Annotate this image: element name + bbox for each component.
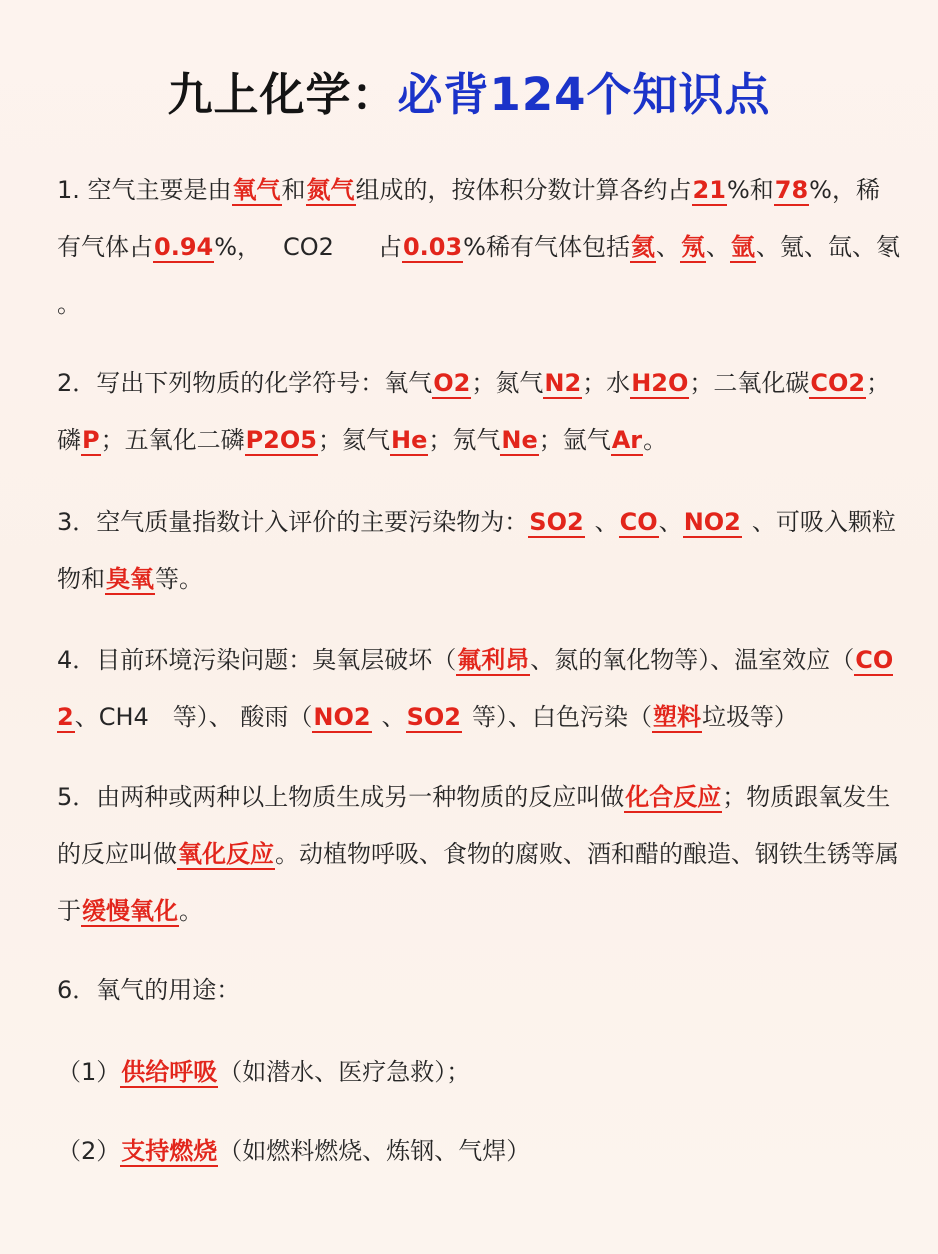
text: 、	[705, 233, 730, 261]
answer-blank: 臭氧	[106, 565, 154, 593]
text: %，	[214, 233, 262, 261]
answer-blank: 0.94	[154, 233, 214, 261]
answer-blank: CO	[619, 508, 658, 536]
knowledge-item-6	[57, 962, 902, 1019]
answer-blank: 缓慢氧化	[82, 897, 178, 925]
text: 。	[179, 897, 203, 925]
text: ；氮气	[471, 369, 544, 397]
answer-blank: 支持燃烧	[121, 1137, 218, 1165]
text: 垃圾等）	[701, 703, 798, 731]
text: 、	[655, 233, 680, 261]
answer-blank: SO2	[529, 508, 584, 536]
text: 4．目前环境污染问题：臭氧层破坏（	[57, 646, 457, 674]
text: %稀有气体包括	[463, 233, 630, 261]
text: 占	[377, 233, 402, 261]
answer-blank: 21	[692, 176, 726, 204]
text: 和	[281, 176, 306, 204]
answer-blank: 塑料	[652, 703, 701, 731]
answer-blank: P	[82, 426, 100, 454]
oxygen-use-2	[57, 1123, 902, 1180]
title-highlight: 必背124个知识点	[397, 68, 771, 121]
text: ；氩气	[538, 426, 611, 454]
text: ；磷	[57, 369, 891, 454]
answer-blank: NO2	[683, 508, 741, 536]
answer-blank: 氩	[730, 233, 755, 261]
answer-blank: CO2	[810, 369, 866, 397]
text: 3．空气质量指数计入评价的主要污染物为：	[57, 508, 529, 536]
text: ；五氧化二磷	[100, 426, 245, 454]
text: ；物质跟氧发生的反应叫做	[57, 783, 891, 868]
text: （如潜水、医疗急救）；	[218, 1058, 471, 1086]
answer-blank: 化合反应	[625, 783, 722, 811]
page-title	[0, 58, 938, 123]
answer-blank: NO2	[313, 703, 371, 731]
answer-blank: He	[390, 426, 428, 454]
knowledge-item-5	[57, 769, 902, 940]
title-prefix: 九上化学：	[167, 68, 398, 121]
answer-blank: 氖	[680, 233, 705, 261]
text: 、CH4 等）、 酸雨（	[74, 703, 313, 731]
text: ；氦气	[317, 426, 390, 454]
text: 1. 空气主要是由	[57, 176, 232, 204]
knowledge-item-3	[57, 494, 902, 608]
answer-blank: N2	[544, 369, 582, 397]
text: 、氪、氙、氡	[755, 233, 900, 261]
text: 。动植物呼吸、食物的腐败、酒和醋的酿造、钢铁生锈等属于	[57, 840, 899, 925]
answer-blank: 供给呼吸	[121, 1058, 218, 1086]
answer-blank: SO2	[406, 703, 461, 731]
text: %和	[726, 176, 774, 204]
text: 6．氧气的用途：	[57, 976, 241, 1004]
text: %，稀有气体占	[57, 176, 880, 261]
answer-blank: 氟利昂	[457, 646, 530, 674]
answer-blank: 78	[774, 176, 809, 204]
answer-blank: P2O5	[245, 426, 317, 454]
text: 、	[658, 508, 683, 536]
text: ；氖气	[428, 426, 501, 454]
text: 2．写出下列物质的化学符号：氧气	[57, 369, 433, 397]
knowledge-item-2	[57, 355, 902, 469]
text: （1）	[57, 1058, 121, 1086]
text: 。	[57, 290, 81, 318]
text: ；二氧化碳	[689, 369, 810, 397]
text: 等）、白色污染（	[471, 703, 652, 731]
oxygen-use-1	[57, 1044, 902, 1101]
knowledge-item-1	[57, 162, 902, 333]
answer-blank: Ne	[501, 426, 538, 454]
text: CO2	[283, 233, 334, 261]
answer-blank: 氦	[630, 233, 655, 261]
text: （如燃料燃烧、炼钢、气焊）	[218, 1137, 531, 1165]
text: 。	[643, 426, 668, 454]
answer-blank: 氧气	[232, 176, 281, 204]
answer-blank: CO2	[57, 646, 894, 731]
answer-blank: 氧化反应	[178, 840, 274, 868]
text: 等。	[155, 565, 203, 593]
text: 、可吸入颗粒物和	[57, 508, 896, 593]
text: （2）	[57, 1137, 121, 1165]
text: 、	[381, 703, 406, 731]
text: ；水	[582, 369, 631, 397]
answer-blank: 0.03	[402, 233, 463, 261]
answer-blank: O2	[433, 369, 471, 397]
text: 、	[594, 508, 619, 536]
text: 、氮的氧化物等）、温室效应（	[530, 646, 855, 674]
answer-blank: Ar	[611, 426, 643, 454]
text: 组成的，按体积分数计算各约占	[355, 176, 692, 204]
text: 5．由两种或两种以上物质生成另一种物质的反应叫做	[57, 783, 625, 811]
knowledge-item-4	[57, 632, 902, 746]
answer-blank: H2O	[631, 369, 689, 397]
answer-blank: 氮气	[306, 176, 355, 204]
